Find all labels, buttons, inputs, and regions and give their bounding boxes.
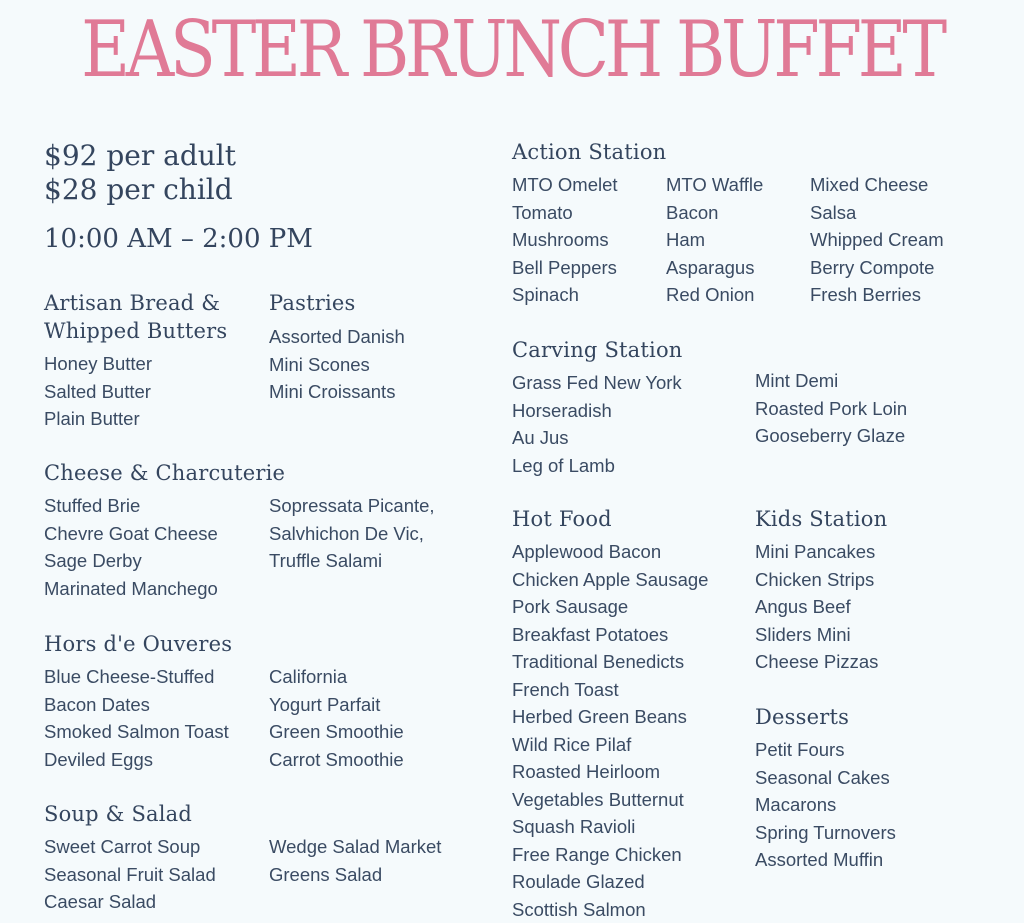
list-item: Gooseberry Glaze xyxy=(755,422,907,450)
list-item: Salvhichon De Vic, xyxy=(269,520,435,548)
list-item: Smoked Salmon Toast xyxy=(44,718,229,746)
list-item: Seasonal Fruit Salad xyxy=(44,861,216,889)
list-item: Sopressata Picante, xyxy=(269,492,435,520)
list-item: Scottish Salmon xyxy=(512,896,708,923)
list-item: Roasted Heirloom xyxy=(512,758,708,786)
list-item: Mini Croissants xyxy=(269,378,405,406)
section-heading: Artisan Bread & xyxy=(44,289,227,317)
page-title: EASTER BRUNCH BUFFET xyxy=(72,6,953,94)
hours: 10:00 AM – 2:00 PM xyxy=(44,222,313,256)
child-price: $28 per child xyxy=(44,173,233,207)
section-hors-doeuvres xyxy=(44,630,232,663)
section-desserts xyxy=(755,703,896,874)
section-cheese-charcuterie xyxy=(44,459,285,492)
section-heading: Hors d'e Ouveres xyxy=(44,630,232,658)
list-item: Au Jus xyxy=(512,424,682,452)
list-item: Free Range Chicken xyxy=(512,841,708,869)
list-item: Honey Butter xyxy=(44,350,227,378)
list-item: Ham xyxy=(666,226,763,254)
list-item: Caesar Salad xyxy=(44,888,216,916)
section-artisan-bread xyxy=(44,289,227,433)
list-item: Blue Cheese-Stuffed xyxy=(44,663,229,691)
list-item: Traditional Benedicts xyxy=(512,648,708,676)
list-item: Pork Sausage xyxy=(512,593,708,621)
section-hot-food xyxy=(512,505,708,923)
list-item: Roasted Pork Loin xyxy=(755,395,907,423)
list-item: Sage Derby xyxy=(44,547,218,575)
list-item: Deviled Eggs xyxy=(44,746,229,774)
list-item: Mini Scones xyxy=(269,351,405,379)
list-item: Chicken Apple Sausage xyxy=(512,566,708,594)
list-item: Yogurt Parfait xyxy=(269,691,404,719)
list-item: Sweet Carrot Soup xyxy=(44,833,216,861)
section-heading: Hot Food xyxy=(512,505,708,533)
section-heading: Whipped Butters xyxy=(44,317,227,345)
list-item: Bacon xyxy=(666,199,763,227)
list-item: Vegetables Butternut xyxy=(512,786,708,814)
section-pastries xyxy=(269,289,405,406)
list-item: Asparagus xyxy=(666,254,763,282)
list-item: Wild Rice Pilaf xyxy=(512,731,708,759)
list-item: Berry Compote xyxy=(810,254,944,282)
list-item: Grass Fed New York xyxy=(512,369,682,397)
list-item: Seasonal Cakes xyxy=(755,764,896,792)
section-heading: Pastries xyxy=(269,289,405,317)
section-heading: Soup & Salad xyxy=(44,800,192,828)
section-action-station xyxy=(512,138,666,171)
section-heading: Cheese & Charcuterie xyxy=(44,459,285,487)
list-item: Assorted Muffin xyxy=(755,846,896,874)
section-heading: Carving Station xyxy=(512,336,683,364)
list-item: Stuffed Brie xyxy=(44,492,218,520)
list-item: Macarons xyxy=(755,791,896,819)
list-item: Squash Ravioli xyxy=(512,813,708,841)
list-item: Petit Fours xyxy=(755,736,896,764)
list-item: Red Onion xyxy=(666,281,763,309)
list-item: Breakfast Potatoes xyxy=(512,621,708,649)
list-item: Spinach xyxy=(512,281,618,309)
list-item: Mini Pancakes xyxy=(755,538,887,566)
list-item: Chicken Strips xyxy=(755,566,887,594)
list-item: Chevre Goat Cheese xyxy=(44,520,218,548)
section-heading: Action Station xyxy=(512,138,666,166)
list-item: Greens Salad xyxy=(269,861,441,889)
section-soup-salad xyxy=(44,800,192,833)
list-item: Mushrooms xyxy=(512,226,618,254)
list-item: Plain Butter xyxy=(44,405,227,433)
list-item: California xyxy=(269,663,404,691)
list-item: Truffle Salami xyxy=(269,547,435,575)
list-item: Fresh Berries xyxy=(810,281,944,309)
list-item: Herbed Green Beans xyxy=(512,703,708,731)
section-heading: Desserts xyxy=(755,703,896,731)
list-item: Salted Butter xyxy=(44,378,227,406)
list-item: Leg of Lamb xyxy=(512,452,682,480)
list-item: Bacon Dates xyxy=(44,691,229,719)
list-item: Bell Peppers xyxy=(512,254,618,282)
list-item: Spring Turnovers xyxy=(755,819,896,847)
list-item: Applewood Bacon xyxy=(512,538,708,566)
section-kids-station xyxy=(755,505,887,676)
list-item: Wedge Salad Market xyxy=(269,833,441,861)
list-item: Mint Demi xyxy=(755,367,907,395)
section-heading: Kids Station xyxy=(755,505,887,533)
list-item: Assorted Danish xyxy=(269,323,405,351)
list-item: Angus Beef xyxy=(755,593,887,621)
list-item: Salsa xyxy=(810,199,944,227)
list-item: Roulade Glazed xyxy=(512,868,708,896)
adult-price: $92 per adult xyxy=(44,139,236,173)
list-item: Carrot Smoothie xyxy=(269,746,404,774)
list-item: Whipped Cream xyxy=(810,226,944,254)
list-item: Tomato xyxy=(512,199,618,227)
list-item: French Toast xyxy=(512,676,708,704)
list-item: Cheese Pizzas xyxy=(755,648,887,676)
list-item: Marinated Manchego xyxy=(44,575,218,603)
list-item: Mixed Cheese xyxy=(810,171,944,199)
list-item: Horseradish xyxy=(512,397,682,425)
list-item: Sliders Mini xyxy=(755,621,887,649)
list-item: MTO Waffle xyxy=(666,171,763,199)
list-item: MTO Omelet xyxy=(512,171,618,199)
list-item: Green Smoothie xyxy=(269,718,404,746)
section-carving-station xyxy=(512,336,683,369)
